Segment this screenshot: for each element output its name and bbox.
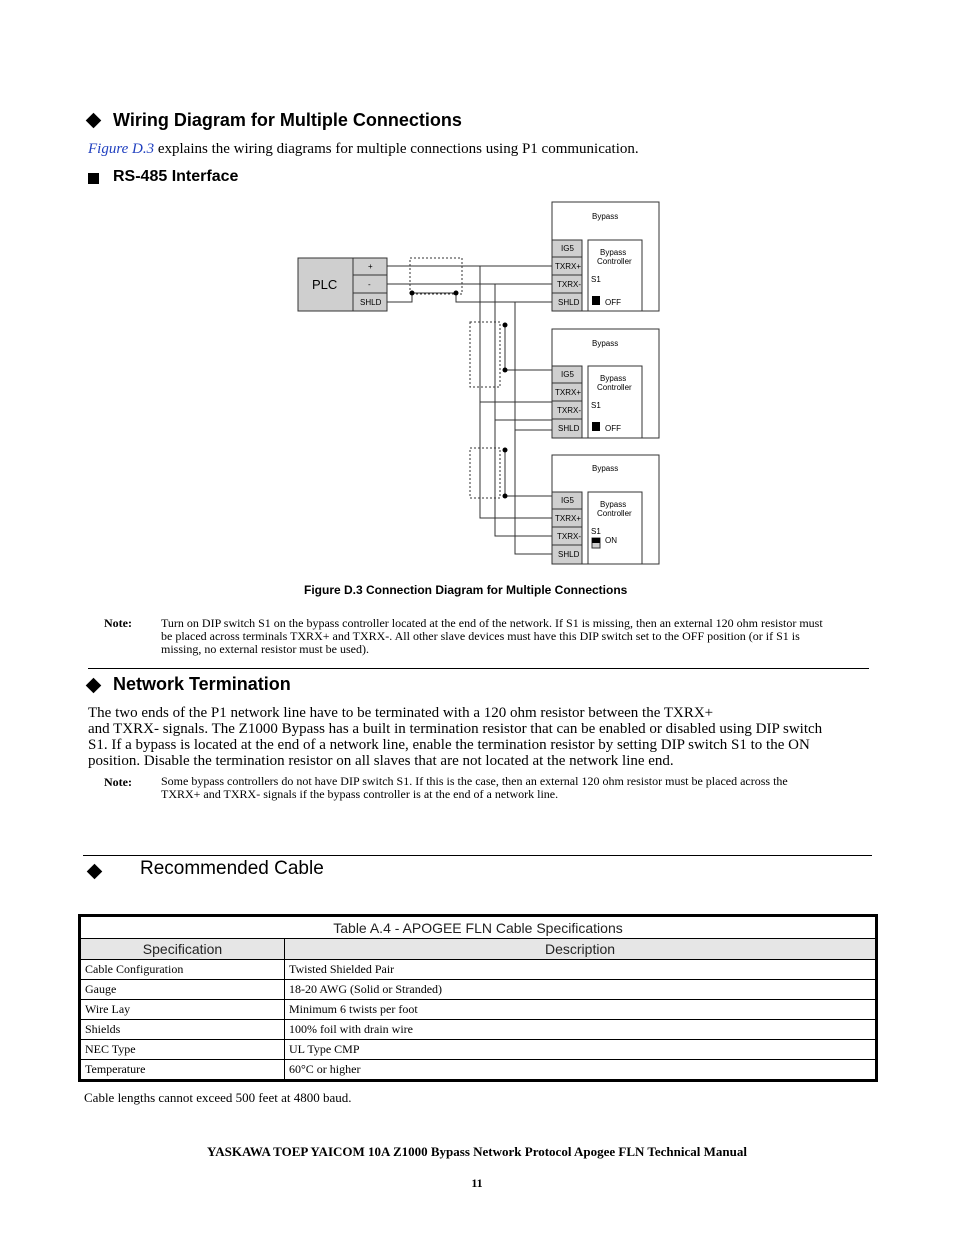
svg-text:IG5: IG5 [561, 370, 574, 379]
svg-text:ON: ON [605, 536, 617, 545]
svg-text:S1: S1 [591, 401, 601, 410]
section-intro: Figure D.3 explains the wiring diagrams for multiple connections using P1 communication. [88, 141, 639, 157]
figure-caption: Figure D.3 Connection Diagram for Multiple Connections [304, 583, 628, 597]
note-label: Note: [104, 616, 132, 630]
svg-text:Bypass: Bypass [592, 464, 619, 473]
svg-text:TXRX-: TXRX- [557, 280, 581, 289]
figure-link[interactable]: Figure D.3 [88, 141, 155, 157]
svg-text:TXRX+: TXRX+ [555, 262, 582, 271]
svg-text:OFF: OFF [605, 298, 621, 307]
svg-text:-: - [368, 280, 371, 289]
svg-text:TXRX+: TXRX+ [555, 514, 582, 523]
cable-spec-table [78, 914, 878, 1082]
table-row: Shields 100% foil with drain wire [81, 1020, 876, 1040]
connection-diagram [0, 0, 954, 580]
svg-text:+: + [368, 262, 373, 271]
note-text: Some bypass controllers do not have DIP switch S1. If this is the case, then an external 120 ohm resistor must be placed across the TXRX+ and TXRX- signals if the bypass controller is at the end of a network line. [161, 774, 788, 801]
svg-text:SHLD: SHLD [558, 298, 580, 307]
section-body: The two ends of the P1 network line have to be terminated with a 120 ohm resistor between the TXRX+ and TXRX- signals. The Z1000 Bypass has a built in termination resistor that can be enabled or disabled using DIP switch S1. If a bypass is located at the end of a network line, enable the termination resistor by setting DIP switch S1 to the ON position. Disable the termination resistor on all slaves that are not located at the network line end. [88, 705, 823, 769]
section-title-recommended-cable: Recommended Cable [140, 858, 324, 879]
svg-text:IG5: IG5 [561, 496, 574, 505]
svg-text:Bypass: Bypass [600, 374, 627, 383]
diamond-bullet-icon [89, 864, 100, 882]
svg-text:Bypass: Bypass [600, 500, 627, 509]
svg-text:Controller: Controller [597, 257, 632, 266]
svg-text:OFF: OFF [605, 424, 621, 433]
footer-title: YASKAWA TOEP YAICOM 10A Z1000 Bypass Network Protocol Apogee FLN Technical Manual [207, 1144, 747, 1159]
divider [88, 668, 869, 669]
svg-text:IG5: IG5 [561, 244, 574, 253]
svg-text:SHLD: SHLD [558, 550, 580, 559]
svg-text:Bypass: Bypass [592, 339, 619, 348]
svg-text:TXRX-: TXRX- [557, 532, 581, 541]
table-caption: Table A.4 - APOGEE FLN Cable Specifications [81, 917, 876, 939]
diamond-bullet-icon [88, 678, 99, 696]
table-row: Temperature 60°C or higher [81, 1060, 876, 1080]
svg-text:TXRX+: TXRX+ [555, 388, 582, 397]
note-label: Note: [104, 775, 132, 789]
svg-text:Bypass: Bypass [592, 212, 619, 221]
svg-text:SHLD: SHLD [558, 424, 580, 433]
plc-label: PLC [312, 277, 338, 292]
svg-text:S1: S1 [591, 527, 601, 536]
cable-length-note: Cable lengths cannot exceed 500 feet at 4800 baud. [84, 1090, 352, 1105]
section-title-wiring: Wiring Diagram for Multiple Connections [113, 110, 462, 130]
note-text: Turn on DIP switch S1 on the bypass controller located at the end of the network. If S1 is missing, then an external 120 ohm resistor must be placed across terminals TXRX+ and TXRX-. All other slave devices must have this DIP switch set to the OFF position (or if S1 is missing, no external resistor must be used). [161, 616, 823, 656]
table-row: NEC Type UL Type CMP [81, 1040, 876, 1060]
table-row: Wire Lay Minimum 6 twists per foot [81, 1000, 876, 1020]
svg-text:SHLD: SHLD [360, 298, 382, 307]
svg-text:Controller: Controller [597, 509, 632, 518]
divider [83, 855, 872, 856]
table-row: Gauge 18-20 AWG (Solid or Stranded) [81, 980, 876, 1000]
page-number: 11 [471, 1176, 483, 1190]
svg-text:S1: S1 [591, 275, 601, 284]
svg-text:Controller: Controller [597, 383, 632, 392]
table-row: Cable Configuration Twisted Shielded Pair [81, 960, 876, 980]
subsection-title-rs485: RS-485 Interface [113, 168, 239, 185]
table-header: Description [285, 939, 876, 960]
svg-text:Bypass: Bypass [600, 248, 627, 257]
svg-text:TXRX-: TXRX- [557, 406, 581, 415]
section-title-network-termination: Network Termination [113, 674, 291, 694]
table-header: Specification [81, 939, 285, 960]
